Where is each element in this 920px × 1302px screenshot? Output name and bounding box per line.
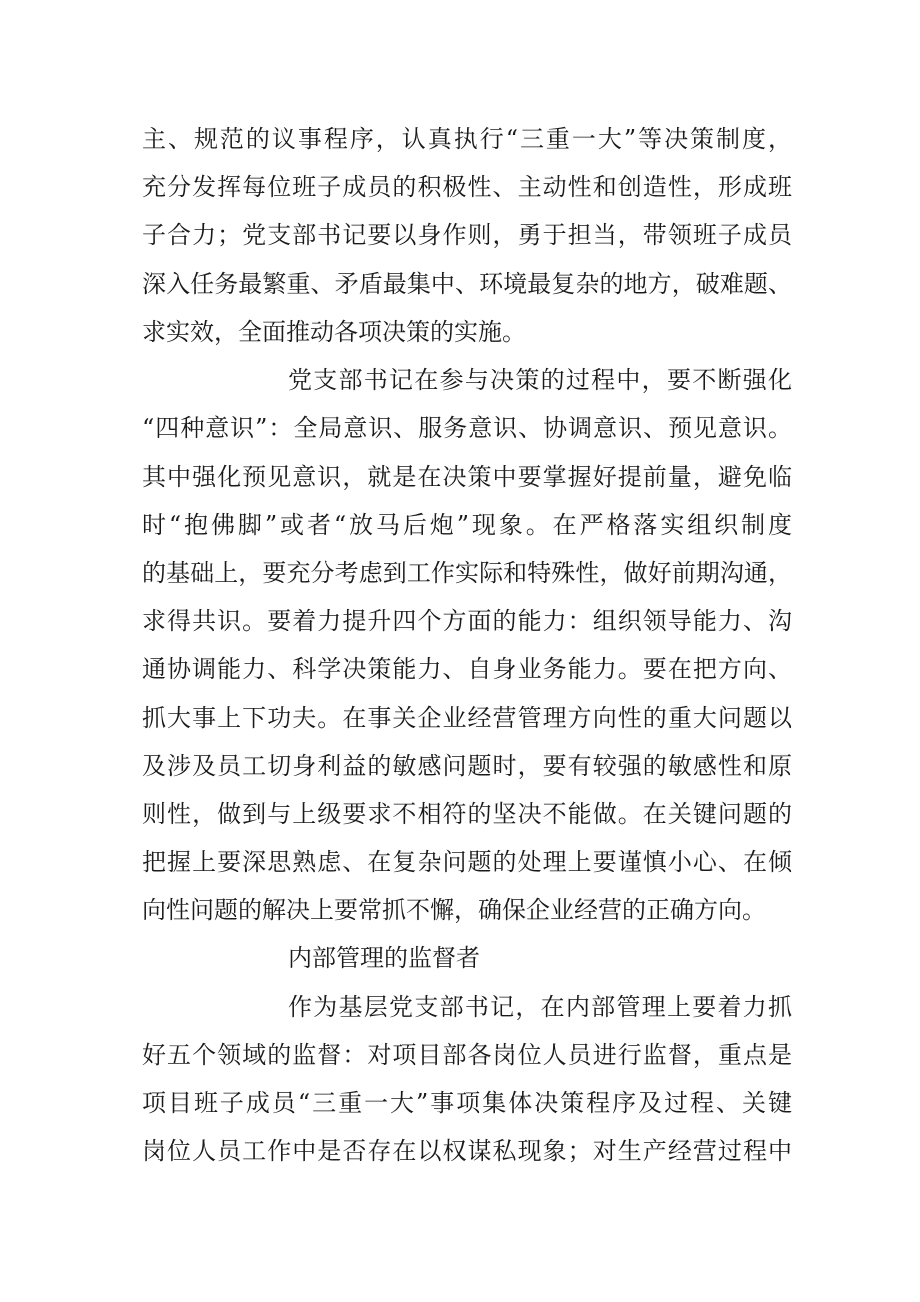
text-line-20: 好五个领域的监督：对项目部各岗位人员进行监督，重点是 bbox=[142, 1041, 792, 1069]
text-line-7: “四种意识”：全局意识、服务意识、协调意识、预见意识。 bbox=[142, 414, 792, 442]
paragraph-start-line: 党支部书记在参与决策的过程中，要不断强化 bbox=[288, 366, 792, 394]
text-line-16: 把握上要深思熟虑、在复杂问题的处理上要谨慎小心、在倾 bbox=[142, 848, 792, 876]
text-line-22: 岗位人员工作中是否存在以权谋私现象；对生产经营过程中 bbox=[142, 1137, 792, 1165]
text-line-11: 求得共识。要着力提升四个方面的能力：组织领导能力、沟 bbox=[142, 607, 792, 635]
text-line-14: 及涉及员工切身利益的敏感问题时，要有较强的敏感性和原 bbox=[142, 752, 792, 780]
text-line-17: 向性问题的解决上要常抓不懈，确保企业经营的正确方向。 bbox=[142, 896, 766, 924]
paragraph-start-line: 作为基层党支部书记，在内部管理上要着力抓 bbox=[288, 993, 792, 1021]
text-line-21: 项目班子成员“三重一大”事项集体决策程序及过程、关键 bbox=[142, 1089, 792, 1117]
text-line-12: 通协调能力、科学决策能力、自身业务能力。要在把方向、 bbox=[142, 655, 792, 683]
text-line-5: 求实效，全面推动各项决策的实施。 bbox=[142, 318, 526, 346]
text-line-13: 抓大事上下功夫。在事关企业经营管理方向性的重大问题以 bbox=[142, 704, 792, 732]
text-line-4: 深入任务最繁重、矛盾最集中、环境最复杂的地方，破难题、 bbox=[142, 270, 792, 298]
text-line-10: 的基础上，要充分考虑到工作实际和特殊性，做好前期沟通， bbox=[142, 559, 792, 587]
text-line-2: 充分发挥每位班子成员的积极性、主动性和创造性，形成班 bbox=[142, 173, 792, 201]
text-line-1: 主、规范的议事程序，认真执行“三重一大”等决策制度， bbox=[142, 125, 792, 153]
text-line-8: 其中强化预见意识，就是在决策中要掌握好提前量，避免临 bbox=[142, 463, 792, 491]
text-line-9: 时“抱佛脚”或者“放马后炮”现象。在严格落实组织制度 bbox=[142, 511, 792, 539]
text-line-3: 子合力；党支部书记要以身作则，勇于担当，带领班子成员 bbox=[142, 221, 792, 249]
section-heading: 内部管理的监督者 bbox=[288, 944, 480, 972]
text-line-15: 则性，做到与上级要求不相符的坚决不能做。在关键问题的 bbox=[142, 800, 792, 828]
